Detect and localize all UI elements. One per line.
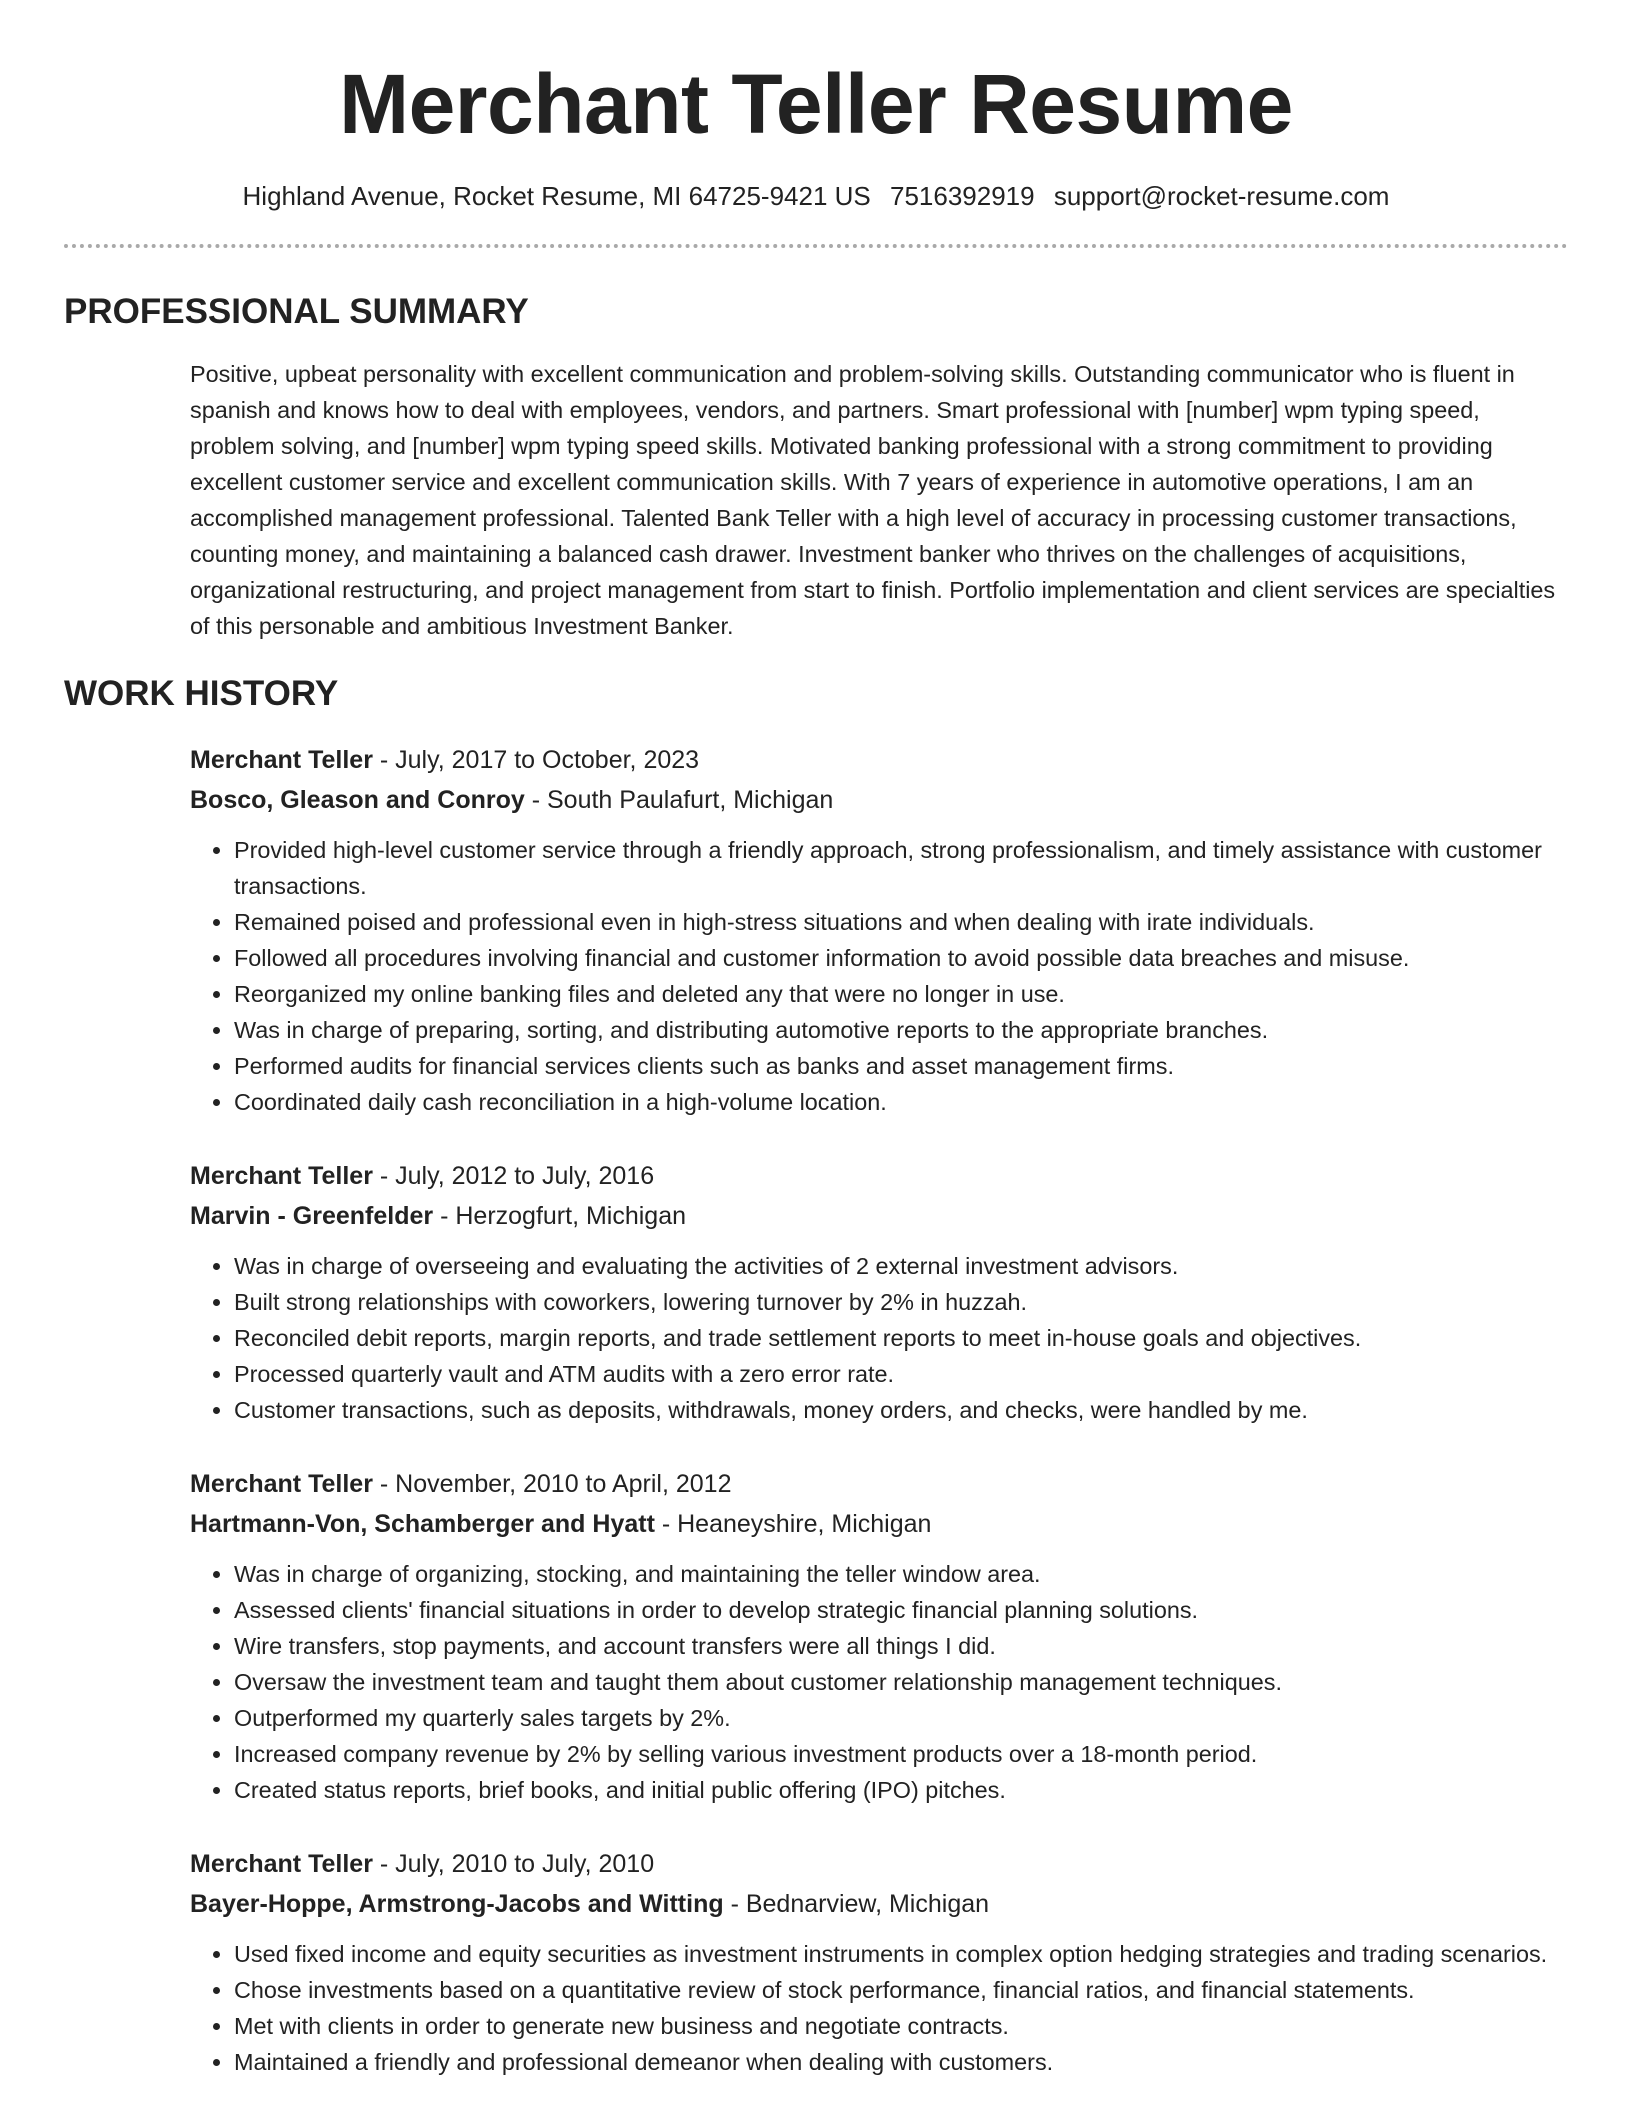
job-company: Bosco, Gleason and Conroy [190, 786, 525, 814]
job-bullet: • Customer transactions, such as deposits, withdrawals, money orders, and checks, were handled by me. [234, 1392, 1568, 1428]
job-location: - Herzogfurt, Michigan [433, 1202, 687, 1230]
job-bullet: • Coordinated daily cash reconciliation in a high-volume location. [234, 1084, 1568, 1120]
job-bullet: • Performed audits for financial services clients such as banks and asset management firms. [234, 1048, 1568, 1084]
job-title: Merchant Teller [190, 1162, 373, 1190]
job-location: - South Paulafurt, Michigan [524, 786, 834, 814]
job-title: Merchant Teller [190, 1850, 373, 1878]
resume-page [64, 0, 1568, 2116]
job-dates: - July, 2010 to July, 2010 [372, 1850, 655, 1878]
job-bullet: • Oversaw the investment team and taught them about customer relationship management techniques. [234, 1664, 1568, 1700]
job-title: Merchant Teller [190, 746, 373, 774]
job-bullet: • Was in charge of overseeing and evaluating the activities of 2 external investment advisors. [234, 1248, 1568, 1284]
job-bullet: • Was in charge of preparing, sorting, and distributing automotive reports to the appropriate branches. [234, 1012, 1568, 1048]
job-bullet: • Wire transfers, stop payments, and account transfers were all things I did. [234, 1628, 1568, 1664]
job-bullet: • Outperformed my quarterly sales targets by 2%. [234, 1700, 1568, 1736]
job-company-line [190, 1884, 1568, 1924]
job-entry [190, 1156, 1568, 1428]
job-title-line [190, 1464, 1568, 1504]
job-company-line [190, 1196, 1568, 1236]
job-bullets [190, 1936, 1568, 2080]
header-divider [64, 244, 1568, 248]
job-bullets [190, 1556, 1568, 1808]
job-bullets [190, 832, 1568, 1120]
job-bullet: • Met with clients in order to generate new business and negotiate contracts. [234, 2008, 1568, 2044]
job-dates: - November, 2010 to April, 2012 [372, 1470, 732, 1498]
job-bullet: • Followed all procedures involving financial and customer information to avoid possible data breaches and misuse. [234, 940, 1568, 976]
summary-text: Positive, upbeat personality with excellent communication and problem-solving skills. Outstanding communicator who is fluent in spanish and knows how to deal with employees, vendors, and partners. Smart professional with [number] wpm typing speed, problem solving, and [number] wpm typing speed skills. Motivated banking professional with a strong commitment to providing excellent customer service and excellent communication skills. With 7 years of experience in automotive operations, I am an accomplished management professional. Talented Bank Teller with a high level of accuracy in processing customer transactions, counting money, and maintaining a balanced cash drawer. Investment banker who thrives on the challenges of acquisitions, organizational restructuring, and project management from start to finish. Portfolio implementation and client services are specialties of this personable and ambitious Investment Banker. [190, 361, 1556, 639]
section-heading-work-history: WORK HISTORY [64, 674, 339, 713]
contact-line [64, 178, 1568, 214]
job-bullet: • Built strong relationships with coworkers, lowering turnover by 2% in huzzah. [234, 1284, 1568, 1320]
job-bullet: • Reorganized my online banking files and deleted any that were no longer in use. [234, 976, 1568, 1012]
job-title-line [190, 1156, 1568, 1196]
job-bullet: • Chose investments based on a quantitative review of stock performance, financial ratios, and financial statements. [234, 1972, 1568, 2008]
job-bullet: • Used fixed income and equity securities as investment instruments in complex option hedging strategies and trading scenarios. [234, 1936, 1568, 1972]
job-bullet: • Increased company revenue by 2% by selling various investment products over a 18-month period. [234, 1736, 1568, 1772]
job-bullet: • Assessed clients' financial situations in order to develop strategic financial planning solutions. [234, 1592, 1568, 1628]
job-entry [190, 1464, 1568, 1808]
job-company: Bayer-Hoppe, Armstrong-Jacobs and Witting [190, 1890, 724, 1918]
job-title-line [190, 740, 1568, 780]
job-location: - Bednarview, Michigan [723, 1890, 990, 1918]
contact-phone: 7516392919 [890, 181, 1035, 211]
job-entry [190, 1844, 1568, 2080]
job-bullet: • Remained poised and professional even in high-stress situations and when dealing with irate individuals. [234, 904, 1568, 940]
job-title-line [190, 1844, 1568, 1884]
job-entry [190, 740, 1568, 1120]
page-title: Merchant Teller Resume [339, 57, 1293, 151]
job-bullet: • Processed quarterly vault and ATM audits with a zero error rate. [234, 1356, 1568, 1392]
job-dates: - July, 2012 to July, 2016 [372, 1162, 655, 1190]
job-bullet: • Reconciled debit reports, margin reports, and trade settlement reports to meet in-house goals and objectives. [234, 1320, 1568, 1356]
job-company-line [190, 780, 1568, 820]
job-company-line [190, 1504, 1568, 1544]
job-bullet: • Created status reports, brief books, and initial public offering (IPO) pitches. [234, 1772, 1568, 1808]
work-history-list [190, 740, 1568, 2080]
job-bullet: • Was in charge of organizing, stocking, and maintaining the teller window area. [234, 1556, 1568, 1592]
job-dates: - July, 2017 to October, 2023 [372, 746, 700, 774]
job-bullet: • Maintained a friendly and professional demeanor when dealing with customers. [234, 2044, 1568, 2080]
job-title: Merchant Teller [190, 1470, 373, 1498]
contact-address: Highland Avenue, Rocket Resume, MI 64725-9421 US [242, 181, 871, 211]
section-heading-summary: PROFESSIONAL SUMMARY [64, 292, 529, 331]
contact-email: support@rocket-resume.com [1053, 181, 1390, 211]
job-location: - Heaneyshire, Michigan [654, 1510, 932, 1538]
job-company: Hartmann-Von, Schamberger and Hyatt [190, 1510, 655, 1538]
job-bullets [190, 1248, 1568, 1428]
job-bullet: • Provided high-level customer service through a friendly approach, strong professionalism, and timely assistance with customer transactions. [234, 832, 1568, 904]
job-company: Marvin - Greenfelder [190, 1202, 434, 1230]
